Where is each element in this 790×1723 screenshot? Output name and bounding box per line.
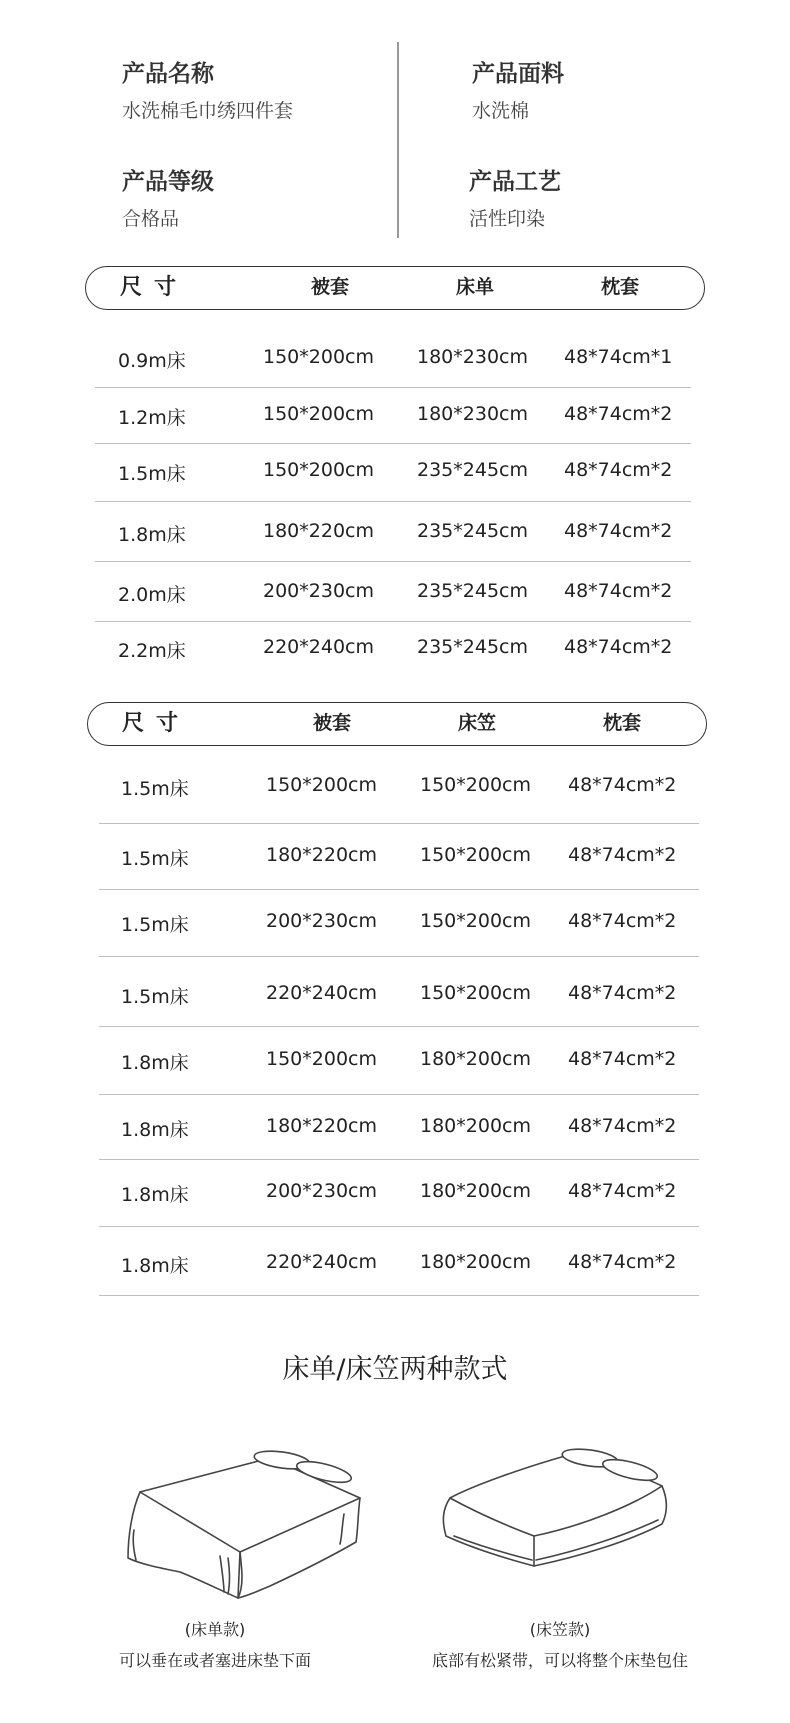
- cell-pillowcase: 48*74cm*2: [568, 774, 677, 796]
- cell-fitted-sheet: 150*200cm: [420, 982, 531, 1004]
- cell-pillowcase: 48*74cm*2: [564, 403, 673, 425]
- flat-sheet-style-name: (床单款): [184, 1620, 246, 1639]
- cell-duvet-cover: 200*230cm: [266, 910, 377, 932]
- cell-size: 1.8m床: [121, 1255, 189, 1277]
- fitted-sheet-style-name: (床笠款): [529, 1620, 591, 1639]
- table-row: [99, 746, 699, 824]
- info-label: 产品工艺: [469, 169, 561, 195]
- cell-pillowcase: 48*74cm*2: [568, 982, 677, 1004]
- info-value: 水洗棉毛巾绣四件套: [122, 100, 294, 122]
- info-product-name: [122, 55, 293, 123]
- header-fitted-sheet: 床笠: [458, 712, 497, 734]
- cell-pillowcase: 48*74cm*1: [564, 346, 673, 368]
- cell-pillowcase: 48*74cm*2: [568, 910, 677, 932]
- header-duvet-cover: 被套: [313, 712, 352, 734]
- table-row: [95, 502, 691, 562]
- cell-pillowcase: 48*74cm*2: [568, 1048, 677, 1070]
- header-pillowcase: 枕套: [601, 276, 640, 298]
- info-product-grade: [122, 163, 214, 231]
- styles-title: 床单/床笠两种款式: [282, 1354, 508, 1385]
- table-row: [99, 1227, 699, 1296]
- flat-sheet-style-desc: 可以垂在或者塞进床垫下面: [118, 1651, 311, 1670]
- cell-size: 1.8m床: [121, 1119, 189, 1141]
- cell-duvet-cover: 220*240cm: [263, 636, 374, 658]
- info-value: 水洗棉: [472, 100, 530, 122]
- table-row: [95, 622, 691, 666]
- cell-flat-sheet: 180*230cm: [417, 403, 528, 425]
- cell-size: 1.5m床: [121, 986, 189, 1008]
- info-label: 产品等级: [122, 169, 214, 195]
- table-header: [85, 266, 705, 310]
- cell-flat-sheet: 235*245cm: [417, 636, 528, 658]
- cell-fitted-sheet: 150*200cm: [420, 910, 531, 932]
- fitted-sheet-style-desc: 底部有松紧带，可以将整个床垫包住: [431, 1651, 688, 1670]
- cell-size: 1.5m床: [118, 463, 186, 485]
- table-row: [99, 957, 699, 1027]
- cell-duvet-cover: 220*240cm: [266, 1251, 377, 1273]
- cell-flat-sheet: 235*245cm: [417, 459, 528, 481]
- info-divider: [397, 42, 399, 238]
- cell-fitted-sheet: 180*200cm: [420, 1115, 531, 1137]
- cell-pillowcase: 48*74cm*2: [568, 844, 677, 866]
- cell-size: 1.8m床: [121, 1052, 189, 1074]
- cell-fitted-sheet: 180*200cm: [420, 1048, 531, 1070]
- header-flat-sheet: 床单: [456, 276, 495, 298]
- table-row: [99, 1160, 699, 1227]
- cell-pillowcase: 48*74cm*2: [564, 636, 673, 658]
- table-row: [95, 444, 691, 502]
- table-row: [99, 890, 699, 957]
- table-row: [99, 1095, 699, 1160]
- info-product-process: [469, 163, 561, 231]
- cell-flat-sheet: 235*245cm: [417, 580, 528, 602]
- size-table-fitted-sheet: [87, 702, 707, 1296]
- cell-pillowcase: 48*74cm*2: [568, 1251, 677, 1273]
- table-row: [95, 562, 691, 622]
- cell-duvet-cover: 150*200cm: [263, 346, 374, 368]
- cell-duvet-cover: 220*240cm: [266, 982, 377, 1004]
- cell-fitted-sheet: 180*200cm: [420, 1180, 531, 1202]
- cell-pillowcase: 48*74cm*2: [568, 1115, 677, 1137]
- cell-flat-sheet: 235*245cm: [417, 520, 528, 542]
- cell-fitted-sheet: 180*200cm: [420, 1251, 531, 1273]
- cell-size: 1.2m床: [118, 407, 186, 429]
- cell-duvet-cover: 150*200cm: [266, 1048, 377, 1070]
- cell-size: 0.9m床: [118, 350, 186, 372]
- table-row: [95, 316, 691, 388]
- cell-size: 1.8m床: [121, 1184, 189, 1206]
- cell-size: 1.5m床: [121, 848, 189, 870]
- flat-sheet-bed-icon: [120, 1440, 370, 1600]
- cell-duvet-cover: 180*220cm: [266, 1115, 377, 1137]
- cell-size: 1.5m床: [121, 778, 189, 800]
- header-pillowcase: 枕套: [603, 712, 642, 734]
- cell-size: 1.8m床: [118, 524, 186, 546]
- cell-size: 2.0m床: [118, 584, 186, 606]
- cell-pillowcase: 48*74cm*2: [568, 1180, 677, 1202]
- cell-duvet-cover: 150*200cm: [263, 403, 374, 425]
- cell-size: 2.2m床: [118, 640, 186, 662]
- cell-pillowcase: 48*74cm*2: [564, 520, 673, 542]
- cell-pillowcase: 48*74cm*2: [564, 459, 673, 481]
- cell-duvet-cover: 200*230cm: [263, 580, 374, 602]
- table-row: [99, 1027, 699, 1095]
- cell-duvet-cover: 150*200cm: [263, 459, 374, 481]
- fitted-sheet-bed-icon: [432, 1440, 672, 1590]
- cell-duvet-cover: 180*220cm: [266, 844, 377, 866]
- info-label: 产品面料: [472, 61, 564, 87]
- product-info: [0, 0, 790, 250]
- table-header: [87, 702, 707, 746]
- cell-fitted-sheet: 150*200cm: [420, 844, 531, 866]
- header-duvet-cover: 被套: [311, 276, 350, 298]
- cell-duvet-cover: 200*230cm: [266, 1180, 377, 1202]
- cell-fitted-sheet: 150*200cm: [420, 774, 531, 796]
- header-size: 尺寸: [120, 275, 189, 300]
- info-product-fabric: [472, 55, 564, 123]
- cell-flat-sheet: 180*230cm: [417, 346, 528, 368]
- cell-duvet-cover: 180*220cm: [263, 520, 374, 542]
- cell-duvet-cover: 150*200cm: [266, 774, 377, 796]
- size-table-flat-sheet: [85, 266, 705, 666]
- table-row: [99, 824, 699, 890]
- cell-size: 1.5m床: [121, 914, 189, 936]
- info-label: 产品名称: [122, 61, 214, 87]
- header-size: 尺寸: [122, 711, 191, 736]
- info-value: 活性印染: [469, 208, 546, 230]
- table-row: [95, 388, 691, 444]
- info-value: 合格品: [122, 208, 180, 230]
- cell-pillowcase: 48*74cm*2: [564, 580, 673, 602]
